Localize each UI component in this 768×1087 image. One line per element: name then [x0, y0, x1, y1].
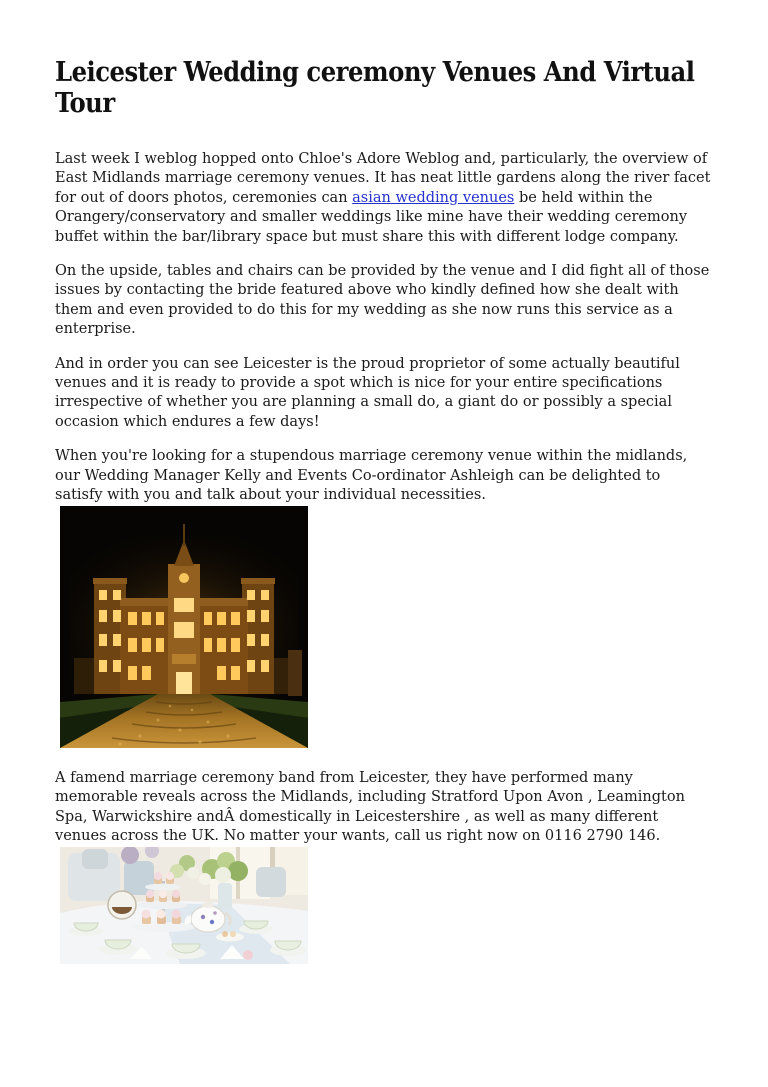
page-title: Leicester Wedding ceremony Venues And Virtual Tour	[55, 57, 695, 119]
paragraph-4	[55, 447, 712, 754]
paragraph-4-text: When you're looking for a stupendous marriage ceremony venue within the midlands, our Wedding Manager Kelly and Events Co-ordinator Ashleigh can be delighted to satisfy with you and talk about your individual necessities.	[55, 448, 688, 504]
tea-party-photo	[60, 847, 308, 964]
paragraph-5-text: A famend marriage ceremony band from Leicester, they have performed many memorable reveals across the Midlands, including Stratford Upon Avon , Leamington Spa, Warwickshire andÂ domestically in Leicestershire , as well as many different venues across the UK. No matter your wants, call us right now on 0116 2790 146.	[55, 769, 685, 845]
paragraph-5	[55, 769, 712, 970]
paragraph-2: On the upside, tables and chairs can be provided by the venue and I did fight all of those issues by contacting the bride featured above who kindly defined how she dealt with them and even provided to do this for my wedding as she now runs this service as a enterprise.	[55, 263, 710, 338]
paragraph-3: And in order you can see Leicester is the proud proprietor of some actually beautiful venues and it is ready to provide a spot which is nice for your entire specifications irrespective of whether you are planning a small do, a giant do or possibly a special occasion which endures a few days!	[55, 355, 680, 430]
paragraph-1	[55, 150, 712, 247]
paragraph-1-text-before-link: Last week I weblog hopped onto Chloe's Adore Weblog and, particularly, the overview of East Midlands marriage ceremony venues. It has neat little gardens along the river facet for out of doors photos, ceremonies can	[55, 151, 711, 206]
paragraph-1-text-after-link: be held within the Orangery/conservatory and smaller weddings like mine have their wedding ceremony buffet within the bar/library space but must share this with different lodge company.	[55, 189, 688, 245]
asian-wedding-venues-link[interactable]: asian wedding venues	[352, 189, 515, 206]
mansion-night-photo	[60, 506, 308, 748]
